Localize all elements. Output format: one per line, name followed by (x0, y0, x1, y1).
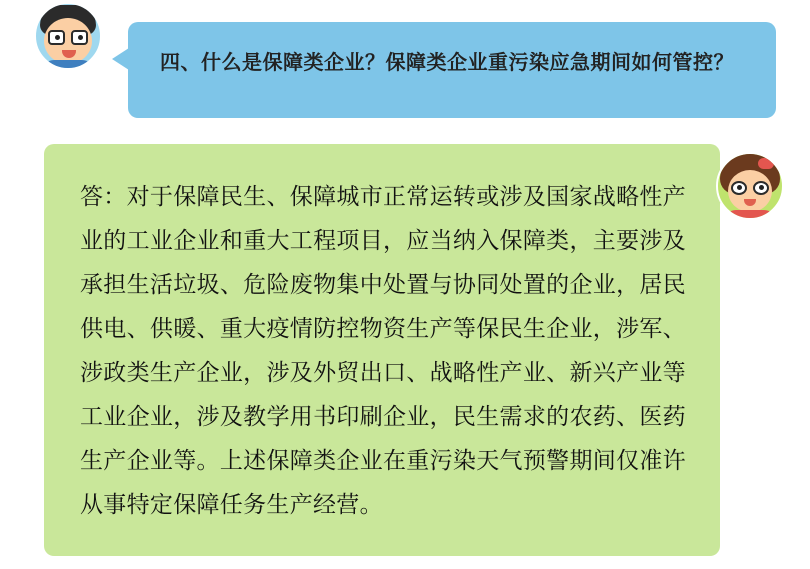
boy-eye-left-icon (55, 35, 60, 40)
boy-avatar (34, 2, 102, 70)
answer-bubble (44, 144, 720, 556)
boy-eye-right-icon (78, 35, 83, 40)
girl-avatar (716, 152, 784, 220)
girl-body-icon (724, 210, 776, 220)
girl-eye-left-icon (737, 185, 742, 190)
question-bubble (128, 22, 776, 118)
girl-bow-icon (758, 158, 774, 169)
answer-text: 答：对于保障民生、保障城市正常运转或涉及国家战略性产业的工业企业和重大工程项目，应当纳入保障类，主要涉及承担生活垃圾、危险废物集中处置与协同处置的企业，居民供电、供暖、重大疫情防控物资生产等保民生企业，涉军、涉政类生产企业，涉及外贸出口、战略性产业、新兴产业等工业企业，涉及教学用书印刷企业，民生需求的农药、医药生产企业等。上述保障类企业在重污染天气预警期间仅准许从事特定保障任务生产经营。 (80, 183, 686, 517)
girl-eye-right-icon (759, 185, 764, 190)
boy-body-icon (42, 60, 94, 70)
question-text: 四、什么是保障类企业？保障类企业重污染应急期间如何管控？ (160, 52, 734, 74)
question-row (0, 0, 810, 142)
